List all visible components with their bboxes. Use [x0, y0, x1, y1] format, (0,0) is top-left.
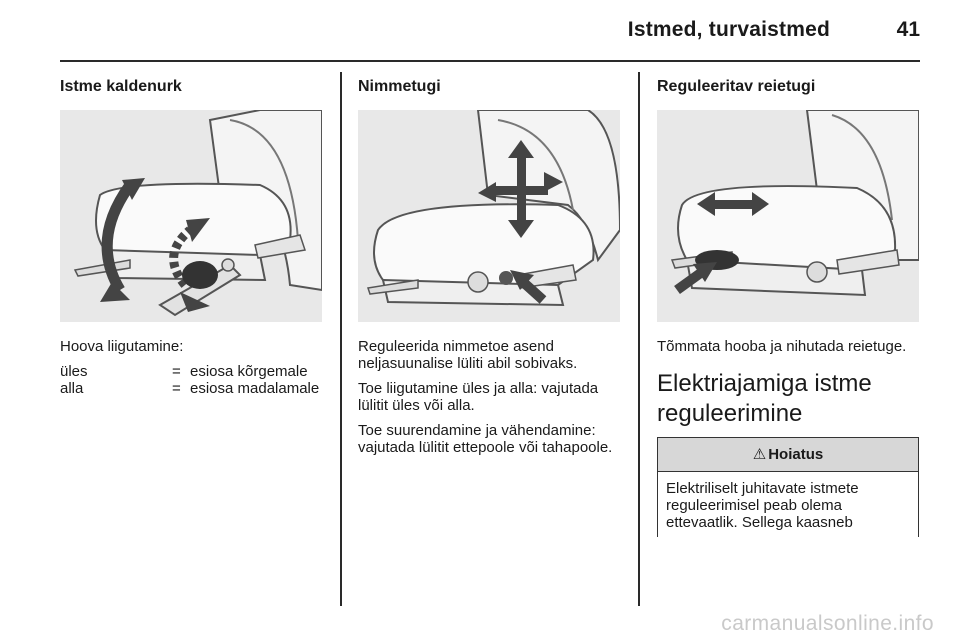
lever-caption: Hoova liigutamine: — [60, 338, 184, 355]
seat-tilt-illustration — [60, 110, 322, 322]
column-divider-left — [340, 72, 342, 606]
section-heading-lumbar: Nimmetugi — [358, 78, 441, 95]
definition-term: üles — [60, 363, 88, 380]
definition-list — [60, 363, 322, 397]
definition-term: alla — [60, 380, 84, 397]
definition-value: esiosa madalamale — [190, 380, 320, 397]
section-heading-electric-seat: Elektriajamiga istme reguleerimine — [657, 370, 872, 427]
definition-equals: = — [172, 380, 181, 397]
column-divider-right — [638, 72, 640, 606]
warning-body: Elektriliselt juhitavate istmete reguleerimisel peab olema ettevaatlik. Sellega kaasneb — [666, 480, 859, 531]
lumbar-paragraph-2: Toe liigutamine üles ja alla: vajutada lülitit üles või alla. — [358, 380, 599, 414]
lumbar-paragraph-3: Toe suurendamine ja vähendamine: vajutada lülitit ettepoole või tahapoole. — [358, 422, 613, 456]
column-thigh-support — [657, 78, 919, 537]
definition-equals: = — [172, 363, 181, 380]
thigh-support-paragraph: Tõmmata hooba ja nihutada reietuge. — [657, 338, 907, 355]
definition-value: esiosa kõrgemale — [190, 363, 308, 380]
column-seat-tilt — [60, 78, 322, 397]
warning-header — [658, 438, 918, 472]
watermark: carmanualsonline.info — [721, 612, 934, 635]
lumbar-support-illustration — [358, 110, 620, 322]
thigh-support-illustration — [657, 110, 919, 322]
definition-row — [60, 363, 322, 380]
header-rule — [60, 60, 920, 62]
warning-box — [657, 437, 919, 537]
warning-triangle-icon: ⚠ — [752, 446, 767, 463]
page-number: 41 — [896, 18, 920, 41]
warning-title: Hoiatus — [768, 446, 824, 463]
section-heading-thigh-support: Reguleeritav reietugi — [657, 78, 816, 95]
section-heading-seat-tilt: Istme kaldenurk — [60, 78, 182, 95]
definition-row — [60, 380, 322, 397]
lumbar-paragraph-1: Reguleerida nimmetoe asend neljasuunalise lüliti abil sobivaks. — [358, 338, 578, 372]
column-lumbar-support — [358, 78, 620, 464]
header-title: Istmed, turvaistmed — [627, 18, 830, 41]
